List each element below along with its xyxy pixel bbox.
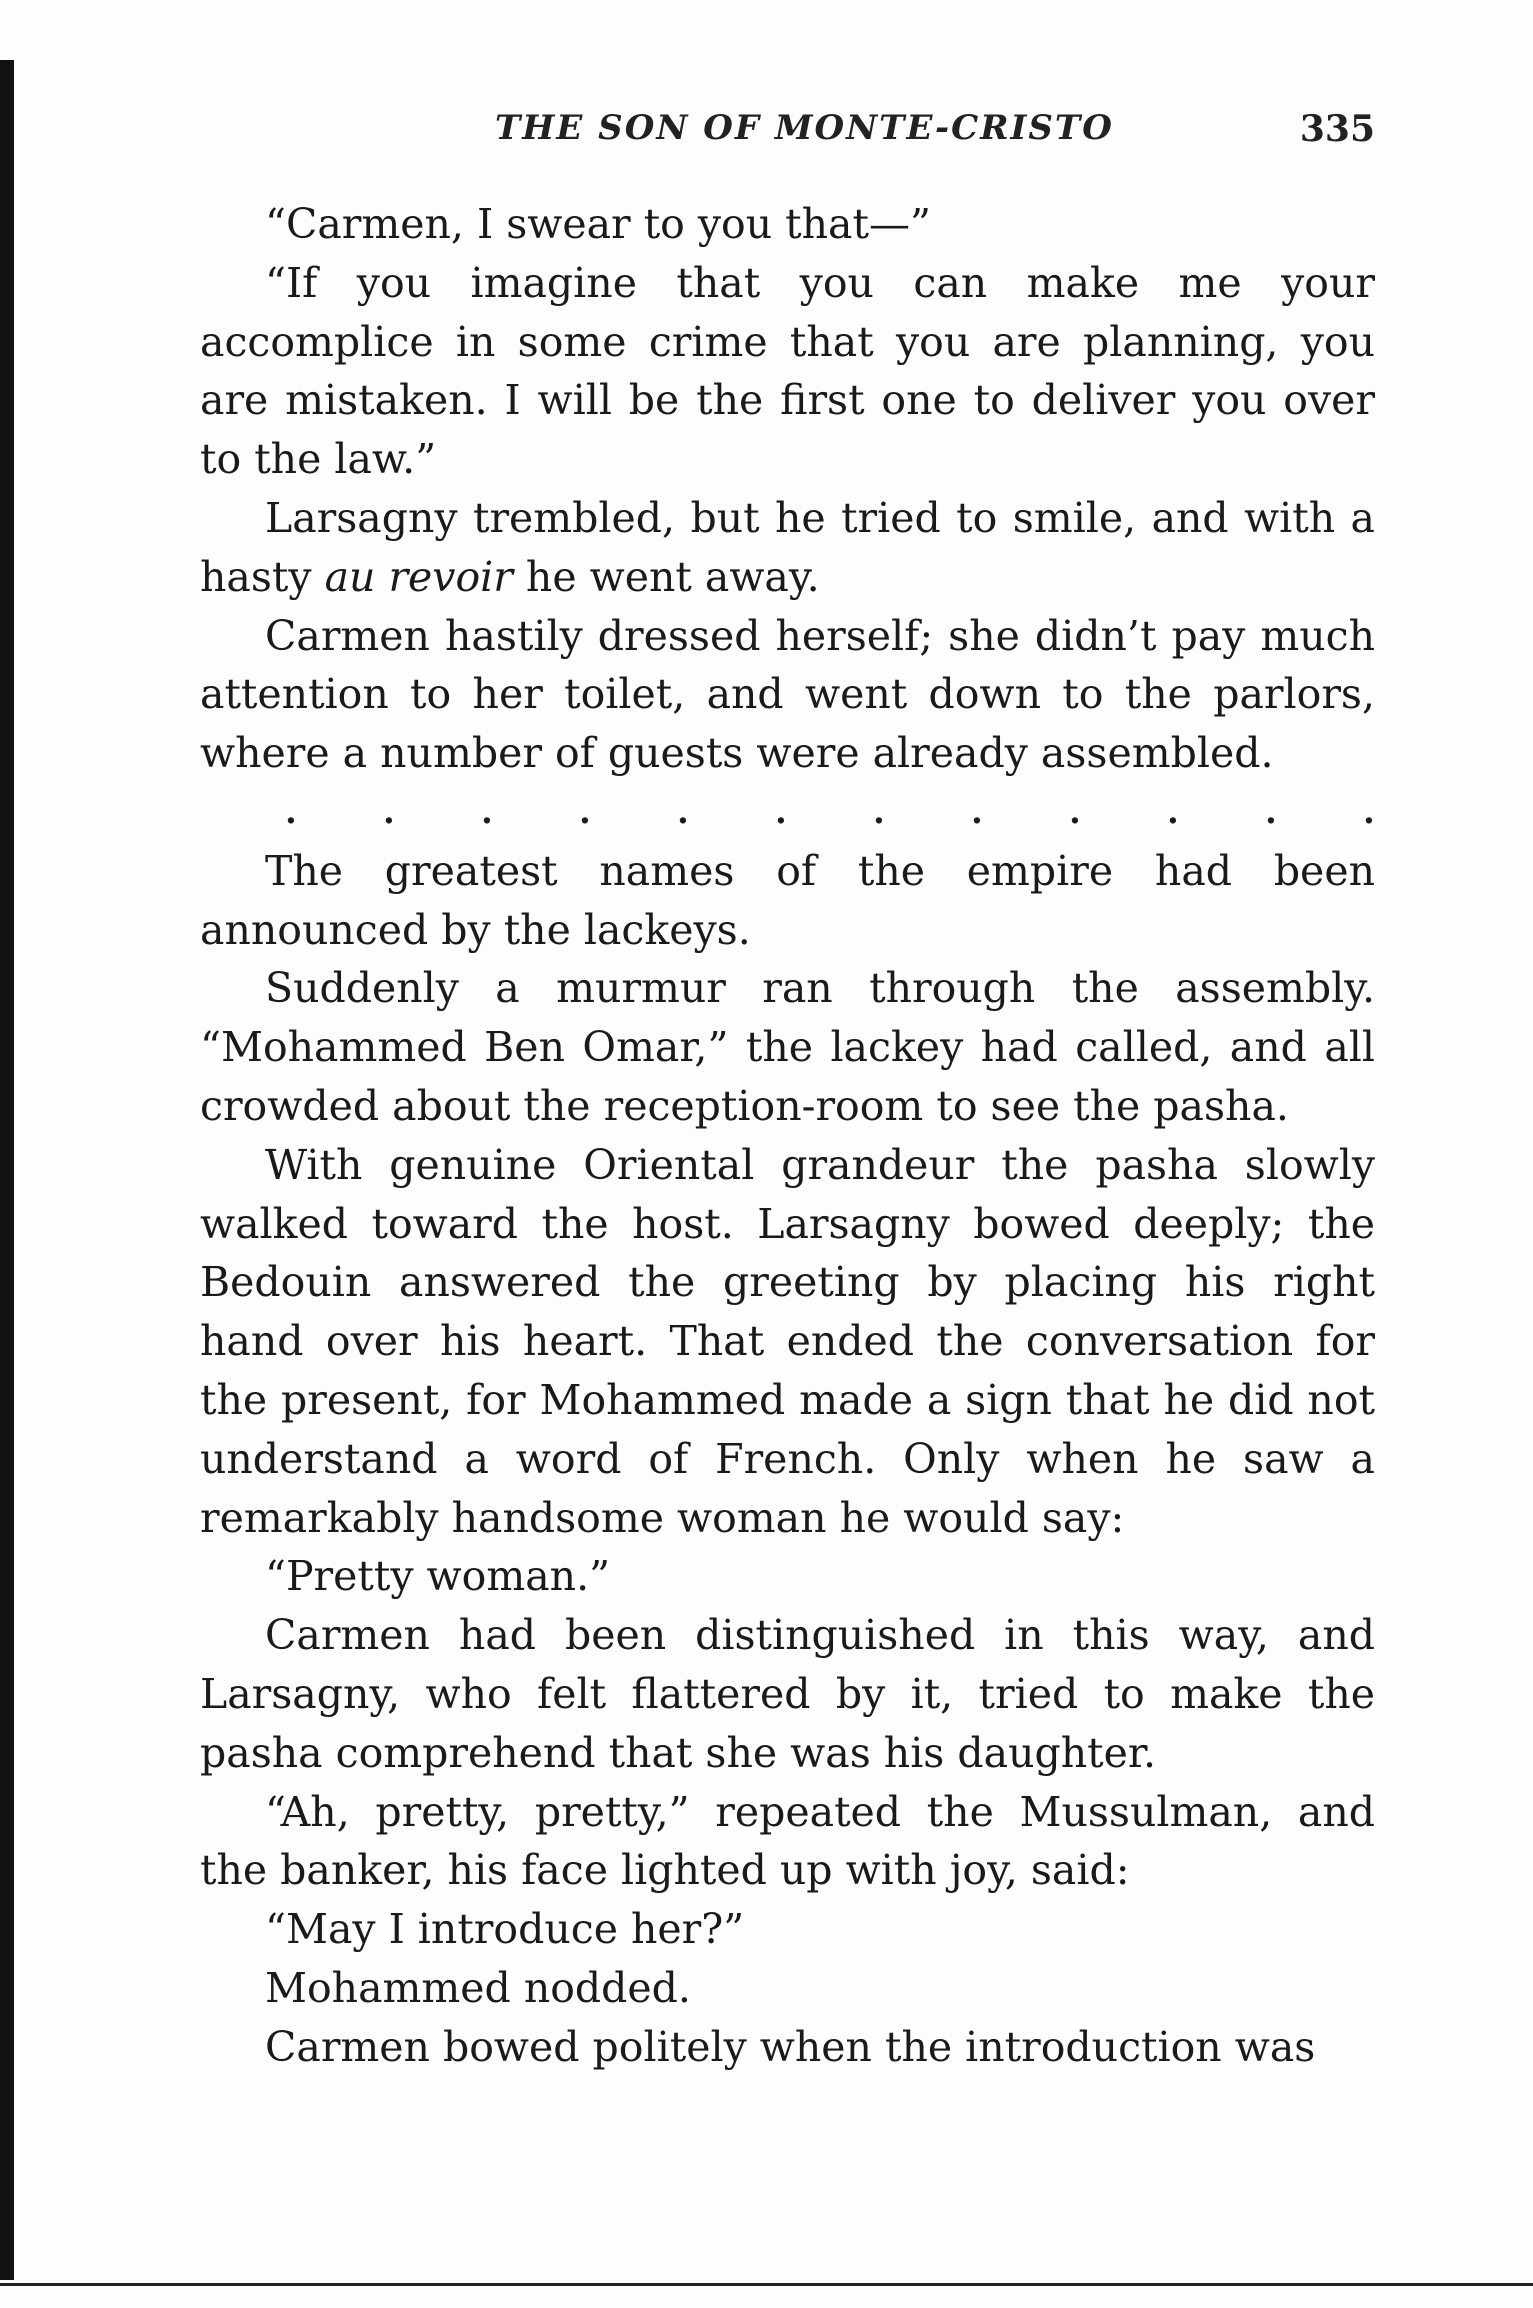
break-dot: . xyxy=(971,791,983,832)
paragraph: “If you imagine that you can make me your accomplice in some crime that you are planning, you are mistaken. I will be the first one to deliver you over to the law.” xyxy=(200,258,1375,484)
break-dot: . xyxy=(873,791,885,832)
break-dot: . xyxy=(579,791,591,832)
bottom-rule xyxy=(0,2283,1533,2286)
paragraph: Suddenly a murmur ran through the assembly. “Mohammed Ben Omar,” the lackey had called, and all crowded about the reception-room to see the pasha. xyxy=(200,964,1375,1130)
break-dot: . xyxy=(677,791,689,832)
paragraph: “May I introduce her?” xyxy=(265,1905,745,1954)
italic-phrase: au revoir xyxy=(324,552,513,601)
paragraph: With genuine Oriental grandeur the pasha slowly walked toward the host. Larsagny bowed deeply; the Bedouin answered the greeting by placing his right hand over his heart. That ended the conversation for the present, for Mohammed made a sign that he did not understand a word of French. Only when he saw a remarkably handsome woman he would say: xyxy=(200,1140,1375,1542)
paragraph: “Pretty woman.” xyxy=(265,1552,611,1601)
break-dot: . xyxy=(1363,791,1375,832)
paragraph: Carmen had been distinguished in this way, and Larsagny, who felt flattered by it, tried to make the pasha comprehend that she was his daughter. xyxy=(200,1611,1375,1777)
break-dot: . xyxy=(1069,791,1081,832)
page-edge-shadow xyxy=(0,60,14,2280)
break-dot: . xyxy=(1265,791,1277,832)
break-dot: . xyxy=(1167,791,1179,832)
paragraph: “Ah, pretty, pretty,” repeated the Mussulman, and the banker, his face lighted up with joy, said: xyxy=(200,1787,1375,1895)
paragraph: The greatest names of the empire had been announced by the lackeys. xyxy=(200,846,1375,954)
paragraph: Carmen bowed politely when the introduction was xyxy=(265,2022,1316,2071)
page-header xyxy=(200,108,1375,156)
section-break xyxy=(200,783,1375,842)
break-dot: . xyxy=(481,791,493,832)
break-dot: . xyxy=(775,791,787,832)
paragraph-text: he went away. xyxy=(512,552,820,601)
break-dot: . xyxy=(285,791,297,832)
paragraph-text: Larsagny trembled, but he tried to smile, and with a hasty xyxy=(200,493,1375,601)
break-dot: . xyxy=(383,791,395,832)
paragraph xyxy=(200,489,1375,607)
paragraph: Mohammed nodded. xyxy=(265,1963,691,2012)
running-title: THE SON OF MONTE-CRISTO xyxy=(495,108,1114,148)
page-number: 335 xyxy=(1299,108,1375,150)
paragraph: “Carmen, I swear to you that—” xyxy=(265,200,931,248)
paragraph: Carmen hastily dressed herself; she didn’t pay much attention to her toilet, and went down to the parlors, where a number of guests were already assembled. xyxy=(200,611,1375,778)
body-text xyxy=(200,195,1375,2077)
